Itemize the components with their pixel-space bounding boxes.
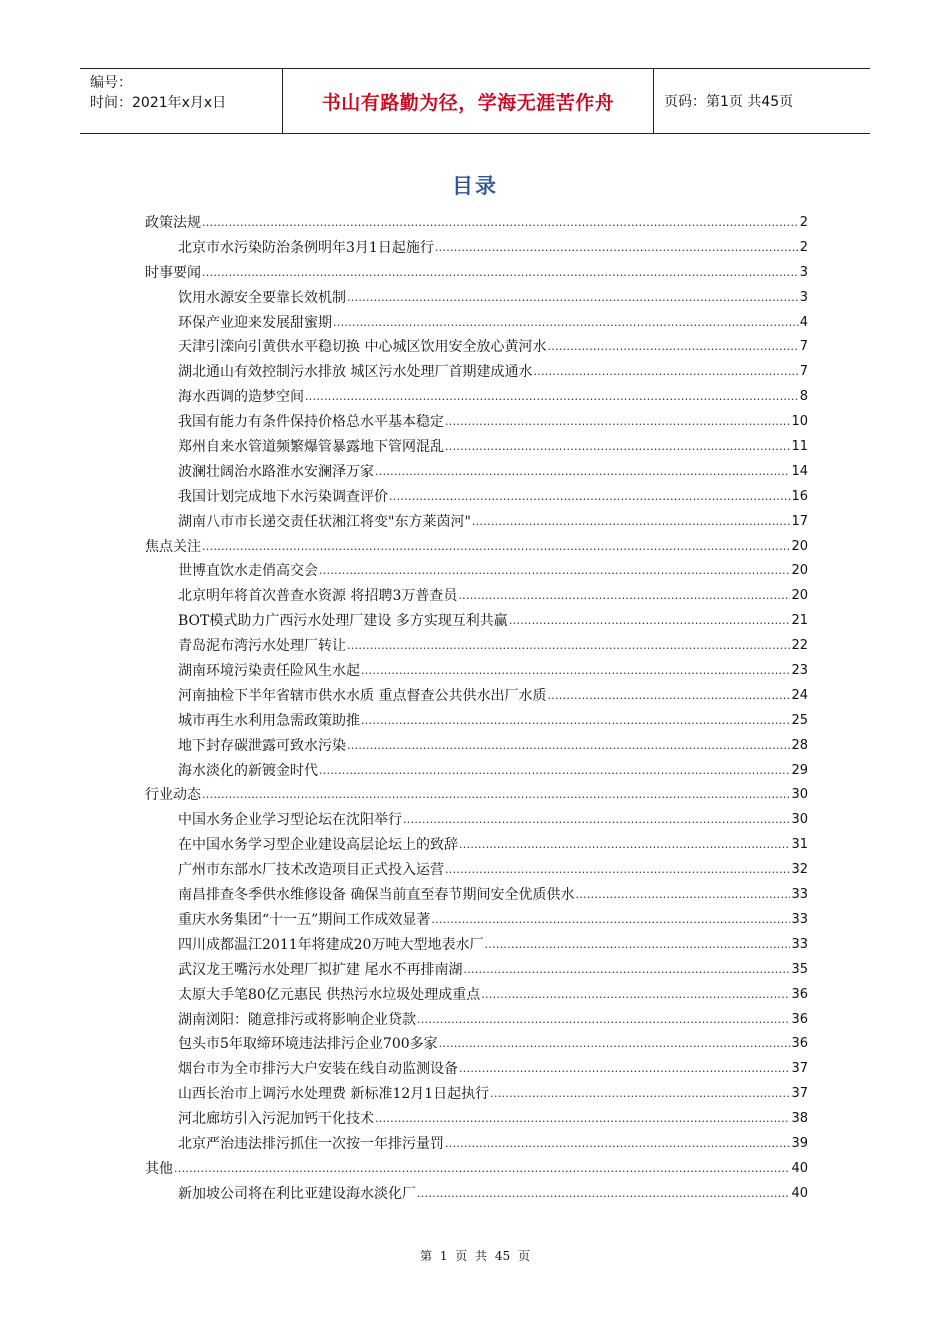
toc-article-entry[interactable] <box>145 485 808 510</box>
toc-entry-page: 37 <box>791 1061 808 1077</box>
toc-article-entry[interactable] <box>145 1182 808 1207</box>
toc-dot-leader <box>201 261 799 286</box>
toc-dot-leader <box>489 1082 790 1107</box>
toc-entry-page: 36 <box>791 986 808 1002</box>
toc-entry-page: 40 <box>791 1185 808 1201</box>
toc-article-entry[interactable] <box>145 684 808 709</box>
toc-entry-page: 40 <box>791 1160 808 1176</box>
toc-dot-leader <box>360 659 790 684</box>
toc-dot-leader <box>304 385 799 410</box>
toc-entry-title: 四川成都温江2011年将建成20万吨大型地表水厂 <box>178 936 484 953</box>
toc-dot-leader <box>402 808 790 833</box>
toc-entry-page: 2 <box>799 239 808 255</box>
toc-entry-page: 11 <box>791 439 808 455</box>
toc-entry-title: 北京市水污染防治条例明年3月1日起施行 <box>178 239 434 256</box>
toc-entry-page: 33 <box>791 911 808 927</box>
header-page-info: 页码：第1页 共45页 <box>664 94 794 110</box>
toc-entry-page: 2 <box>799 215 808 230</box>
toc-article-entry[interactable] <box>145 1082 808 1107</box>
toc-article-entry[interactable] <box>145 808 808 833</box>
toc-entry-title: 城市再生水利用急需政策助推 <box>178 712 360 729</box>
toc-entry-page: 31 <box>791 837 808 853</box>
toc-article-entry[interactable] <box>145 1057 808 1082</box>
toc-entry-page: 38 <box>791 1111 808 1127</box>
toc-article-entry[interactable] <box>145 1008 808 1033</box>
toc-entry-title: 武汉龙王嘴污水处理厂拟扩建 尾水不再排南湖 <box>178 961 463 978</box>
toc-entry-page: 24 <box>791 687 808 703</box>
toc-dot-leader <box>457 584 790 609</box>
document-number-label: 编号： <box>90 75 132 91</box>
toc-entry-title: 青岛泥布湾污水处理厂转让 <box>178 638 346 655</box>
toc-article-entry[interactable] <box>145 709 808 734</box>
toc-dot-leader <box>532 360 798 385</box>
toc-article-entry[interactable] <box>145 360 808 385</box>
toc-dot-leader <box>444 435 790 460</box>
toc-entry-page: 36 <box>791 1036 808 1052</box>
toc-entry-page: 3 <box>799 264 808 280</box>
toc-article-entry[interactable] <box>145 559 808 584</box>
toc-entry-page: 37 <box>791 1086 808 1102</box>
toc-entry-page: 20 <box>791 563 808 579</box>
toc-article-entry[interactable] <box>145 1132 808 1157</box>
toc-article-entry[interactable] <box>145 634 808 659</box>
toc-section-entry[interactable] <box>145 1157 808 1182</box>
toc-dot-leader <box>201 211 799 236</box>
toc-dot-leader <box>508 609 791 634</box>
toc-title: 目录 <box>452 174 498 198</box>
toc-dot-leader <box>444 410 790 435</box>
toc-article-entry[interactable] <box>145 584 808 609</box>
toc-entry-title: 政策法规 <box>145 215 201 231</box>
toc-entry-page: 14 <box>791 463 808 479</box>
toc-article-entry[interactable] <box>145 311 808 336</box>
toc-article-entry[interactable] <box>145 1107 808 1132</box>
toc-entry-title: 行业动态 <box>145 787 201 804</box>
toc-entry-title: 北京严治违法排污抓住一次按一年排污量罚 <box>178 1135 444 1152</box>
toc-entry-page: 21 <box>791 613 808 629</box>
toc-article-entry[interactable] <box>145 510 808 535</box>
toc-entry-page: 4 <box>799 314 808 330</box>
toc-dot-leader <box>458 833 790 858</box>
toc-entry-title: 海水淡化的新镀金时代 <box>178 762 318 779</box>
toc-entry-title: 太原大手笔80亿元惠民 供热污水垃圾处理成重点 <box>178 986 481 1003</box>
toc-entry-title: 河南抽检下半年省辖市供水水质 重点督查公共供水出厂水质 <box>178 687 547 704</box>
toc-section-entry[interactable] <box>145 211 808 236</box>
toc-article-entry[interactable] <box>145 286 808 311</box>
toc-entry-title: 焦点关注 <box>145 538 201 555</box>
toc-entry-title: 其他 <box>145 1160 173 1177</box>
toc-dot-leader <box>201 783 790 808</box>
toc-entry-page: 25 <box>791 712 808 728</box>
toc-section-entry[interactable] <box>145 535 808 560</box>
toc-entry-title: 饮用水源安全要靠长效机制 <box>178 289 346 306</box>
toc-entry-title: 南昌排查冬季供水维修设备 确保当前直至春节期间安全优质供水 <box>178 887 575 904</box>
toc-article-entry[interactable] <box>145 335 808 360</box>
toc-dot-leader <box>332 311 799 336</box>
toc-article-entry[interactable] <box>145 908 808 933</box>
toc-entry-page: 32 <box>791 862 808 878</box>
toc-article-entry[interactable] <box>145 410 808 435</box>
toc-entry-title: 湖南浏阳：随意排污或将影响企业贷款 <box>178 1011 416 1028</box>
toc-entry-page: 39 <box>791 1135 808 1151</box>
toc-dot-leader <box>462 958 790 983</box>
toc-entry-page: 29 <box>791 762 808 778</box>
toc-dot-leader <box>574 883 790 908</box>
toc-entry-title: 在中国水务学习型企业建设高层论坛上的致辞 <box>178 837 458 854</box>
toc-entry-title: 包头市5年取缔环境违法排污企业700多家 <box>178 1036 438 1053</box>
toc-article-entry[interactable] <box>145 435 808 460</box>
toc-entry-title: BOT模式助力广西污水处理厂建设 多方实现互利共赢 <box>178 613 508 630</box>
toc-dot-leader <box>346 286 799 311</box>
toc-entry-page: 33 <box>791 887 808 903</box>
toc-dot-leader <box>360 709 790 734</box>
toc-entry-title: 世博直饮水走俏高交会 <box>178 563 318 580</box>
toc-entry-title: 波澜壮阔治水路淮水安澜泽万家 <box>178 463 374 480</box>
toc-entry-page: 20 <box>791 538 808 554</box>
toc-entry-page: 30 <box>791 812 808 828</box>
page-footer: 第 1 页 共 45 页 <box>420 1249 530 1263</box>
toc-entry-title: 广州市东部水厂技术改造项目正式投入运营 <box>178 862 444 879</box>
toc-dot-leader <box>438 1032 791 1057</box>
toc-dot-leader <box>173 1157 790 1182</box>
toc-entry-title: 北京明年将首次普查水资源 将招聘3万普查员 <box>178 588 458 605</box>
toc-entry-page: 20 <box>791 588 808 604</box>
toc-entry-page: 23 <box>791 663 808 679</box>
toc-dot-leader <box>458 1057 790 1082</box>
toc-article-entry[interactable] <box>145 833 808 858</box>
toc-entry-title: 湖北通山有效控制污水排放 城区污水处理厂首期建成通水 <box>178 364 533 381</box>
toc-entry-page: 35 <box>791 961 808 977</box>
toc-article-entry[interactable] <box>145 734 808 759</box>
toc-dot-leader <box>318 559 790 584</box>
toc-dot-leader <box>546 684 790 709</box>
toc-article-entry[interactable] <box>145 1032 808 1057</box>
toc-dot-leader <box>318 759 790 784</box>
toc-article-entry[interactable] <box>145 609 808 634</box>
toc-entry-title: 中国水务企业学习型论坛在沈阳举行 <box>178 812 402 829</box>
toc-dot-leader <box>374 460 790 485</box>
toc-dot-leader <box>483 933 790 958</box>
toc-dot-leader <box>388 485 790 510</box>
toc-dot-leader <box>480 983 790 1008</box>
toc-entry-title: 环保产业迎来发展甜蜜期 <box>178 314 332 331</box>
toc-article-entry[interactable] <box>145 983 808 1008</box>
toc-dot-leader <box>374 1107 790 1132</box>
page-header <box>80 68 870 134</box>
toc-entry-title: 我国计划完成地下水污染调查评价 <box>178 488 388 505</box>
toc-entry-title: 海水西调的造梦空间 <box>178 389 304 406</box>
toc-entry-title: 新加坡公司将在利比亚建设海水淡化厂 <box>178 1185 416 1202</box>
toc-entry-title: 湖南八市市长递交责任状湘江将变"东方莱茵河" <box>178 513 471 530</box>
toc-section-entry[interactable] <box>145 261 808 286</box>
toc-entry-page: 22 <box>791 638 808 654</box>
toc-entry-title: 山西长治市上调污水处理费 新标准12月1日起执行 <box>178 1086 490 1103</box>
toc-article-entry[interactable] <box>145 759 808 784</box>
toc-entry-page: 8 <box>799 389 808 405</box>
toc-entry-title: 天津引滦向引黄供水平稳切换 中心城区饮用安全放心黄河水 <box>178 339 547 356</box>
toc-article-entry[interactable] <box>145 933 808 958</box>
toc-entry-page: 7 <box>799 339 808 355</box>
toc-article-entry[interactable] <box>145 958 808 983</box>
toc-article-entry[interactable] <box>145 659 808 684</box>
toc-entry-title: 时事要闻 <box>145 264 201 281</box>
toc-article-entry[interactable] <box>145 883 808 908</box>
toc-entry-page: 36 <box>791 1011 808 1027</box>
toc-entry-page: 30 <box>791 787 808 803</box>
header-motto: 书山有路勤为径，学海无涯苦作舟 <box>282 69 654 133</box>
toc-entry-title: 湖南环境污染责任险风生水起 <box>178 663 360 680</box>
toc-dot-leader <box>430 908 790 933</box>
toc-dot-leader <box>346 634 790 659</box>
toc-article-entry[interactable] <box>145 236 808 261</box>
toc-entry-page: 16 <box>791 488 808 504</box>
toc-entry-page: 7 <box>799 364 808 380</box>
toc-dot-leader <box>546 335 798 360</box>
toc-dot-leader <box>416 1182 790 1207</box>
toc-entry-page: 33 <box>791 936 808 952</box>
table-of-contents <box>145 211 808 1207</box>
toc-entry-page: 28 <box>791 737 808 753</box>
toc-dot-leader <box>444 1132 790 1157</box>
document-time-label: 时间：2021年x月x日 <box>90 95 227 111</box>
toc-entry-title: 地下封存碳泄露可致水污染 <box>178 737 346 754</box>
toc-dot-leader <box>444 858 790 883</box>
toc-section-entry[interactable] <box>145 783 808 808</box>
toc-entry-title: 我国有能力有条件保持价格总水平基本稳定 <box>178 414 444 431</box>
toc-entry-page: 17 <box>791 513 808 529</box>
toc-dot-leader <box>471 510 791 535</box>
toc-entry-page: 10 <box>791 414 808 430</box>
toc-dot-leader <box>416 1008 790 1033</box>
toc-dot-leader <box>434 236 799 261</box>
toc-entry-title: 河北廊坊引入污泥加钙干化技术 <box>178 1111 374 1128</box>
toc-article-entry[interactable] <box>145 460 808 485</box>
toc-entry-title: 郑州自来水管道频繁爆管暴露地下管网混乱 <box>178 439 444 456</box>
toc-article-entry[interactable] <box>145 858 808 883</box>
toc-entry-title: 重庆水务集团“十一五”期间工作成效显著 <box>178 911 431 928</box>
toc-dot-leader <box>201 535 790 560</box>
toc-entry-page: 3 <box>799 289 808 305</box>
toc-dot-leader <box>346 734 790 759</box>
header-meta-cell <box>80 69 282 133</box>
toc-article-entry[interactable] <box>145 385 808 410</box>
toc-entry-title: 烟台市为全市排污大户安装在线自动监测设备 <box>178 1061 458 1078</box>
